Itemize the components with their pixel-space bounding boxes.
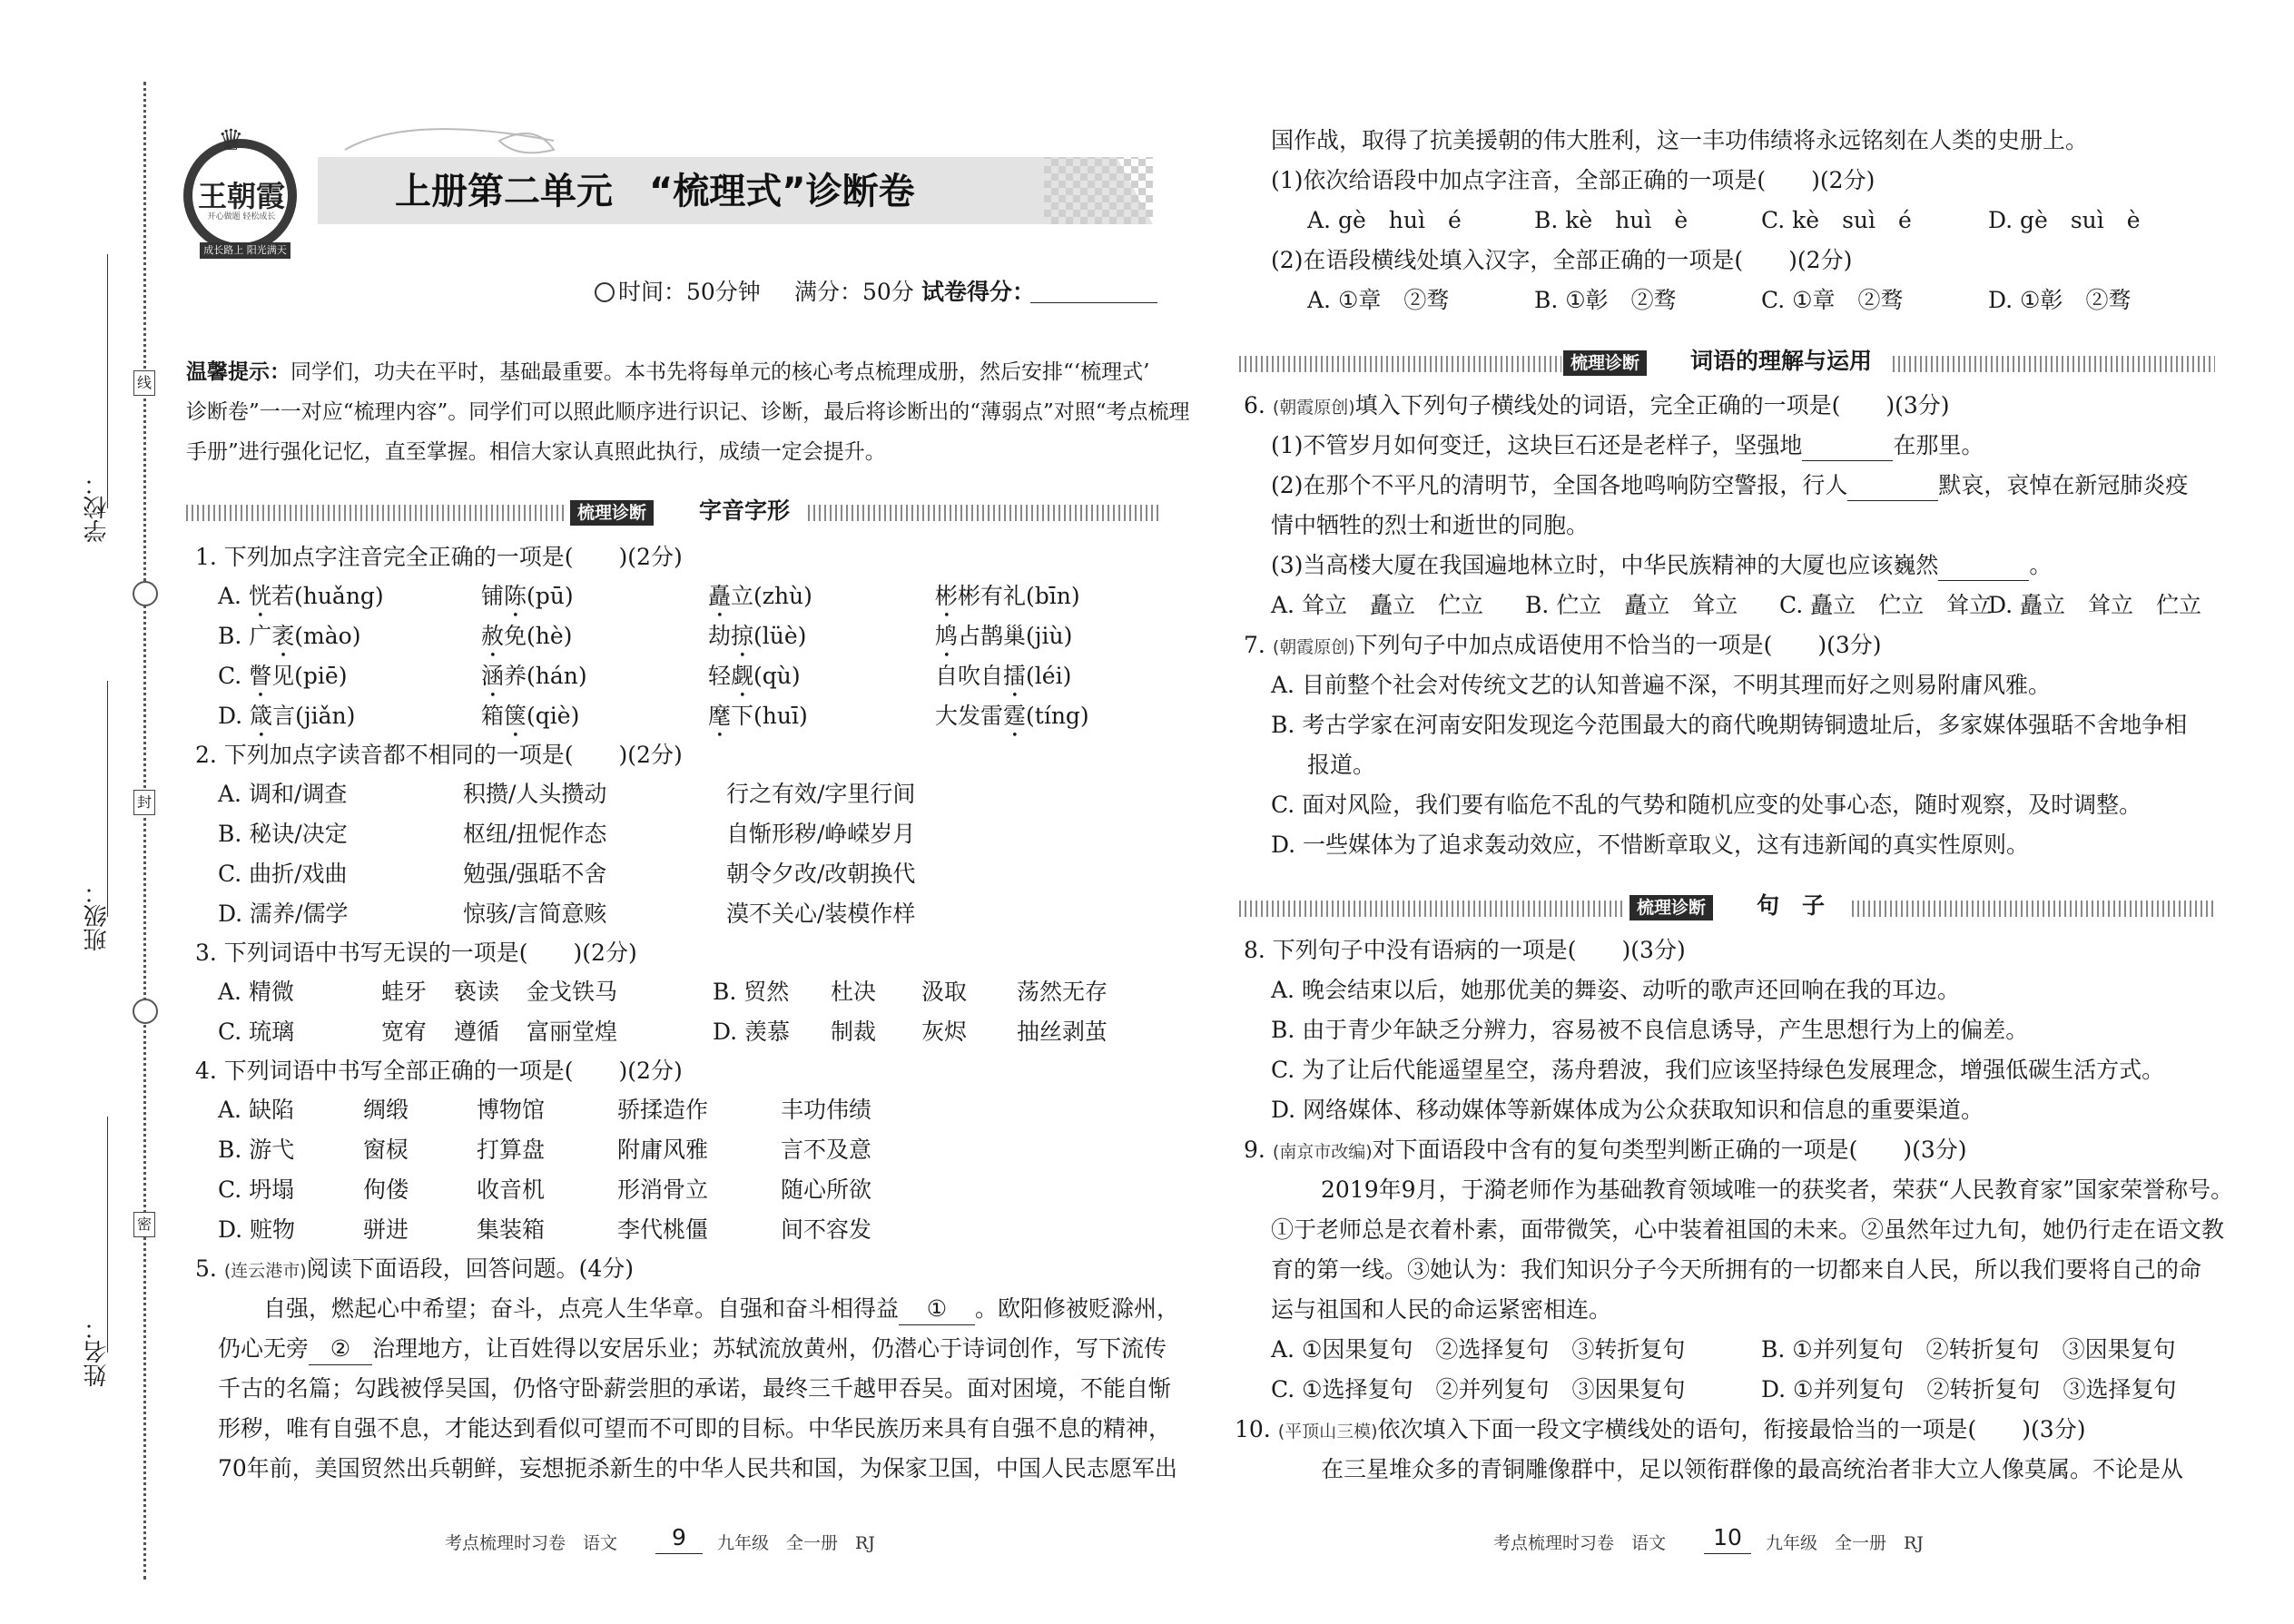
question-5-source: (连云港市) (223, 1261, 307, 1281)
q3-option-b-4: 荡然无存 (1017, 979, 1108, 1005)
page-number: 9 (655, 1522, 703, 1554)
footer-series: 考点梳理时习卷 语文 (445, 1533, 618, 1553)
q4-option-d-3: 集装箱 (477, 1216, 546, 1243)
q1-option-b-2: 赦免(hè) (481, 623, 573, 649)
binding-knot-icon (133, 999, 158, 1024)
question-2-stem: 2. 下列加点字读音都不相同的一项是( )(2分) (195, 742, 683, 768)
section-divider (808, 505, 1162, 521)
binding-mark-secret: 密 (133, 1212, 155, 1237)
q4-option-a-4: 骄揉造作 (617, 1097, 709, 1123)
tip-line-2: 诊断卷”一一对应“梳理内容”。同学们可以照此顺序进行识记、诊断，最后将诊断出的“薄弱点”对照“考点梳理 (186, 400, 1190, 424)
q6-option-b[interactable]: B. 伫立 矗立 耸立 (1525, 592, 1738, 618)
q1-option-c[interactable]: C. 瞥见(piē) (218, 663, 348, 689)
q6-blank-3[interactable] (1938, 558, 2029, 581)
q1-option-b-4: 鸠占鹊巢(jiù) (935, 623, 1073, 649)
q3-option-a-4: 金戈铁马 (527, 979, 618, 1005)
q1-option-b-3: 劫掠(lüè) (708, 623, 807, 649)
q1-option-d-3: 麾下(huī) (708, 703, 808, 729)
logo-crown-icon: ♛ (218, 123, 244, 157)
title-banner (172, 123, 1171, 259)
q5-sub2-option-a[interactable]: A. ①章 ②骛 (1307, 287, 1450, 313)
section-tag: 梳理诊断 (1563, 350, 1647, 376)
q9-passage-line-2: ①于老师总是衣着朴素，面带微笑，心中装着祖国的未来。②虽然年过九旬，她仍行走在语文教 (1271, 1216, 2225, 1243)
page-title: 上册第二单元 “梳理式”诊断卷 (395, 171, 915, 212)
footer-grade: 九年级 全一册 RJ (717, 1533, 875, 1553)
q3-option-b-2: 杜决 (831, 979, 877, 1005)
question-5-stem: 5. (连云港市)阅读下面语段，回答问题。(4分) (195, 1255, 635, 1282)
logo-ribbon: 成长路上 阳光满天 (200, 242, 290, 259)
page-number: 10 (1704, 1522, 1751, 1554)
q6-option-a[interactable]: A. 耸立 矗立 伫立 (1271, 592, 1483, 618)
q1-option-c-3: 轻觑(qù) (708, 663, 801, 689)
q5-passage-line-6: 国作战，取得了抗美援朝的伟大胜利，这一丰功伟绩将永远铭刻在人类的史册上。 (1271, 127, 2089, 153)
q5-passage-line-2: 仍心无旁 ② 治理地方，让百姓得以安居乐业；苏轼流放黄州，仍潜心于诗词创作，写下流传 (218, 1334, 1167, 1365)
q6-sentence-3: (3)当高楼大厦在我国遍地林立时，中华民族精神的大厦也应该巍然 。 (1271, 550, 2052, 581)
q3-option-c-3: 遵循 (454, 1019, 500, 1045)
q4-option-c-2: 佝偻 (363, 1176, 409, 1203)
q5-blank-2[interactable]: ② (309, 1334, 372, 1365)
footer-grade: 九年级 全一册 RJ (1766, 1533, 1924, 1553)
q4-option-d[interactable]: D. 赃物 (218, 1216, 296, 1243)
q2-option-d-2: 惊骇/言简意赅 (463, 901, 607, 927)
q5-passage-line-1: 自强，燃起心中希望；奋斗，点亮人生华章。自强和奋斗相得益 ① 。欧阳修被贬滁州， (263, 1294, 1179, 1325)
q7-option-d[interactable]: D. 一些媒体为了追求轰动效应，不惜断章取义，这有违新闻的真实性原则。 (1271, 832, 2030, 858)
section-title-vocabulary: 词语的理解与运用 (1690, 348, 1873, 374)
q6-blank-1[interactable] (1802, 438, 1893, 461)
q2-option-b-3: 自惭形秽/峥嵘岁月 (726, 821, 916, 847)
q3-option-d-2: 制裁 (831, 1019, 877, 1045)
question-6-stem: 6. (朝霞原创)填入下列句子横线处的词语，完全正确的一项是( )(3分) (1244, 392, 1950, 418)
q4-option-b-2: 窗棂 (363, 1137, 409, 1163)
q4-option-d-4: 李代桃僵 (617, 1216, 709, 1243)
q3-option-b-3: 汲取 (921, 979, 968, 1005)
q4-option-a-2: 绸缎 (363, 1097, 409, 1123)
section-divider (1893, 356, 2215, 372)
tip-label: 温馨提示： (186, 360, 290, 384)
section-divider (1239, 901, 1625, 917)
question-4-stem: 4. 下列词语中书写全部正确的一项是( )(2分) (195, 1058, 683, 1084)
q7-option-b[interactable]: B. 考古学家在河南安阳发现迄今范围最大的商代晚期铸铜遗址后，多家媒体强聒不舍地争相 (1271, 712, 2188, 738)
q5-sub-1: (1)依次给语段中加点字注音，全部正确的一项是( )(2分) (1271, 167, 1876, 193)
q6-sentence-2-cont: 情中牺牲的烈士和逝世的同胞。 (1271, 512, 1590, 538)
tip-line-3: 手册”进行强化记忆，直至掌握。相信大家认真照此执行，成绩一定会提升。 (186, 440, 886, 464)
q9-passage-line-4: 运与祖国和人民的命运紧密相连。 (1271, 1296, 1612, 1323)
q6-blank-2[interactable] (1847, 478, 1938, 501)
binding-knot-icon (133, 581, 158, 606)
footer-left (445, 1524, 899, 1564)
q3-option-c-4: 富丽堂煌 (527, 1019, 618, 1045)
name-label: 姓名： (84, 1316, 111, 1387)
q2-option-c-2: 勉强/强聒不舍 (463, 861, 607, 887)
q7-option-b-cont: 报道。 (1307, 752, 1376, 778)
section-divider (1852, 901, 2215, 917)
section-title-pronunciation: 字音字形 (699, 497, 791, 524)
q2-option-a-2: 积攒/人头攒动 (463, 781, 607, 807)
q5-sub1-option-b[interactable]: B. kè huì è (1534, 207, 1689, 233)
question-9-stem: 9. (南京市改编)对下面语段中含有的复句类型判断正确的一项是( )(3分) (1244, 1137, 1967, 1163)
q9-option-c[interactable]: C. ①选择复句 ②并列复句 ③因果复句 (1271, 1376, 1686, 1403)
q3-option-a[interactable]: A. 精微 (218, 979, 294, 1005)
section-tag: 梳理诊断 (1629, 895, 1713, 920)
q2-option-d[interactable]: D. 濡养/儒学 (218, 901, 349, 927)
q3-option-d[interactable]: D. 羡慕 (713, 1019, 791, 1045)
q5-sub-2: (2)在语段横线处填入汉字，全部正确的一项是( )(2分) (1271, 247, 1853, 273)
q10-passage-line-1: 在三星堆众多的青铜雕像群中，足以领衔群像的最高统治者非大立人像莫属。不论是从 (1321, 1456, 2184, 1482)
q4-option-c[interactable]: C. 坍塌 (218, 1176, 295, 1203)
exam-meta (595, 277, 1157, 310)
time-limit: 时间：50分钟 (618, 279, 761, 305)
q1-option-a-3: 矗立(zhù) (708, 583, 812, 609)
q1-option-a-2: 铺陈(pū) (481, 583, 574, 609)
q8-option-b[interactable]: B. 由于青少年缺乏分辨力，容易被不良信息诱导，产生思想行为上的偏差。 (1271, 1017, 2029, 1043)
binding-mark-line: 线 (133, 370, 155, 396)
q2-option-d-3: 漠不关心/装模作样 (726, 901, 916, 927)
q3-option-c[interactable]: C. 琉璃 (218, 1019, 295, 1045)
q9-passage-line-1: 2019年9月，于漪老师作为基础教育领域唯一的获奖者，荣获“人民教育家”国家荣誉称号。 (1321, 1176, 2234, 1203)
q1-option-b[interactable]: B. 广袤(mào) (218, 623, 361, 649)
q4-option-c-3: 收音机 (477, 1176, 546, 1203)
q4-option-d-2: 骈进 (363, 1216, 409, 1243)
q6-option-d[interactable]: D. 矗立 耸立 伫立 (1988, 592, 2202, 618)
q2-option-b[interactable]: B. 秘诀/决定 (218, 821, 348, 847)
q6-sentence-2: (2)在那个不平凡的清明节，全国各地鸣响防空警报，行人 默哀，哀悼在新冠肺炎疫 (1271, 470, 2188, 501)
q4-option-b-4: 附庸风雅 (617, 1137, 709, 1163)
binding-mark-seal: 封 (133, 790, 155, 815)
question-10-stem: 10. (平顶山三模)依次填入下面一段文字横线处的语句，衔接最恰当的一项是( )(3分) (1235, 1416, 2086, 1442)
q4-option-c-4: 形消骨立 (617, 1176, 709, 1203)
q2-option-c-3: 朝令夕改/改朝换代 (726, 861, 916, 887)
q2-option-c[interactable]: C. 曲折/戏曲 (218, 861, 348, 887)
binding-margin (0, 0, 172, 1624)
q8-option-d[interactable]: D. 网络媒体、移动媒体等新媒体成为公众获取知识和信息的重要渠道。 (1271, 1097, 1984, 1123)
q5-passage-line-3: 千古的名篇；勾践被俘吴国，仍恪守卧薪尝胆的承诺，最终三千越甲吞吴。面对困境，不能自惭 (218, 1375, 1172, 1402)
q6-sentence-1: (1)不管岁月如何变迁，这块巨石还是老样子，坚强地 在那里。 (1271, 430, 1984, 461)
q5-sub1-option-a[interactable]: A. gè huì é (1307, 207, 1462, 233)
q5-sub1-option-d[interactable]: D. gè suì è (1988, 207, 2141, 233)
q4-option-a[interactable]: A. 缺陷 (218, 1097, 294, 1123)
q3-option-c-2: 宽宥 (381, 1019, 428, 1045)
q9-option-b[interactable]: B. ①并列复句 ②转折复句 ③因果复句 (1761, 1336, 2176, 1363)
section-title-sentences: 句 子 (1757, 892, 1826, 919)
q4-option-a-5: 丰功伟绩 (781, 1097, 872, 1123)
q4-option-b[interactable]: B. 游弋 (218, 1137, 295, 1163)
footer-right (1493, 1524, 1947, 1564)
school-label: 学校： (84, 472, 111, 543)
q1-option-a[interactable]: A. 恍若(huǎng) (218, 583, 384, 609)
q5-sub2-option-d[interactable]: D. ①彰 ②骛 (1988, 287, 2132, 313)
q9-option-a[interactable]: A. ①因果复句 ②选择复句 ③转折复句 (1271, 1336, 1686, 1363)
question-6-source: (朝霞原创) (1272, 398, 1355, 418)
q5-sub2-option-b[interactable]: B. ①彰 ②骛 (1534, 287, 1677, 313)
tip-line-1: 温馨提示：同学们，功夫在平时，基础最重要。本书先将每单元的核心考点梳理成册，然后安排“‘梳理式’ (186, 360, 1150, 384)
q1-option-d-2: 箱箧(qiè) (481, 703, 580, 729)
clock-icon (595, 282, 615, 302)
q4-option-c-5: 随心所欲 (781, 1176, 872, 1203)
class-label: 班级： (84, 881, 111, 951)
q7-option-a[interactable]: A. 目前整个社会对传统文艺的认知普遍不深，不明其理而好之则易附庸风雅。 (1271, 672, 2051, 698)
q9-option-d[interactable]: D. ①并列复句 ②转折复句 ③选择复句 (1761, 1376, 2177, 1403)
logo-subtext: 开心做题 轻松成长 (207, 212, 276, 221)
q4-option-b-3: 打算盘 (477, 1137, 546, 1163)
q6-option-c[interactable]: C. 矗立 伫立 耸立 (1779, 592, 1993, 618)
q1-option-d-4: 大发雷霆(tíng) (935, 703, 1089, 729)
q3-option-a-2: 蛙牙 (381, 979, 428, 1005)
q3-option-b[interactable]: B. 贸然 (713, 979, 790, 1005)
question-1-stem: 1. 下列加点字注音完全正确的一项是( )(2分) (195, 544, 683, 570)
full-score: 满分：50分 (794, 279, 914, 305)
q8-option-c[interactable]: C. 为了让后代能遥望星空，荡舟碧波，我们应该坚持绿色发展理念，增强低碳生活方式。 (1271, 1057, 2165, 1083)
school-field-line (107, 254, 108, 508)
section-divider (186, 505, 567, 521)
q4-option-d-5: 间不容发 (781, 1216, 872, 1243)
q2-option-b-2: 枢纽/扭怩作态 (463, 821, 607, 847)
q5-passage-line-4: 形秽，唯有自强不息，才能达到看似可望而不可即的目标。中华民族历来具有自强不息的精神， (218, 1415, 1172, 1442)
footer-series: 考点梳理时习卷 语文 (1493, 1533, 1667, 1553)
question-7-stem: 7. (朝霞原创)下列句子中加点成语使用不恰当的一项是( )(3分) (1244, 632, 1882, 658)
q5-sub1-option-c[interactable]: C. kè suì é (1761, 207, 1912, 233)
score-label: 试卷得分： (921, 279, 1036, 305)
q4-option-a-3: 博物馆 (477, 1097, 546, 1123)
logo-text: 王朝霞 (197, 179, 285, 213)
q3-option-d-3: 灰烬 (921, 1019, 968, 1045)
q1-option-c-4: 自吹自擂(léi) (935, 663, 1072, 689)
question-3-stem: 3. 下列词语中书写无误的一项是( )(2分) (195, 940, 637, 966)
section-tag: 梳理诊断 (570, 500, 654, 526)
q1-option-a-4: 彬彬有礼(bīn) (935, 583, 1080, 609)
q5-passage-line-5: 70年前，美国贸然出兵朝鲜，妄想扼杀新生的中华人民共和国，为保家卫国，中国人民志愿军出 (218, 1455, 1177, 1481)
binding-dotted-line (143, 82, 146, 1580)
q2-option-a[interactable]: A. 调和/调查 (218, 781, 348, 807)
q5-sub2-option-c[interactable]: C. ①章 ②骛 (1761, 287, 1904, 313)
q3-option-a-3: 亵读 (454, 979, 500, 1005)
section-divider (1239, 356, 1561, 372)
question-8-stem: 8. 下列句子中没有语病的一项是( )(3分) (1244, 937, 1686, 963)
question-10-source: (平顶山三模) (1277, 1422, 1378, 1442)
q4-option-b-5: 言不及意 (781, 1137, 872, 1163)
q1-option-c-2: 涵养(hán) (481, 663, 587, 689)
q1-option-d[interactable]: D. 箴言(jiǎn) (218, 703, 356, 729)
q3-option-d-4: 抽丝剥茧 (1017, 1019, 1108, 1045)
question-9-source: (南京市改编) (1272, 1142, 1373, 1162)
q7-option-c[interactable]: C. 面对风险，我们要有临危不乱的气势和随机应变的处事心态，随时观察，及时调整。 (1271, 792, 2142, 818)
question-7-source: (朝霞原创) (1272, 637, 1355, 657)
q5-blank-1[interactable]: ① (899, 1294, 975, 1325)
q9-passage-line-3: 育的第一线。③她认为：我们知识分子今天所拥有的一切都来自人民，所以我们要将自己的命 (1271, 1256, 2202, 1283)
q2-option-a-3: 行之有效/字里行间 (726, 781, 916, 807)
q8-option-a[interactable]: A. 晚会结束以后，她那优美的舞姿、动听的歌声还回响在我的耳边。 (1271, 977, 1960, 1003)
score-blank[interactable] (1030, 302, 1157, 303)
